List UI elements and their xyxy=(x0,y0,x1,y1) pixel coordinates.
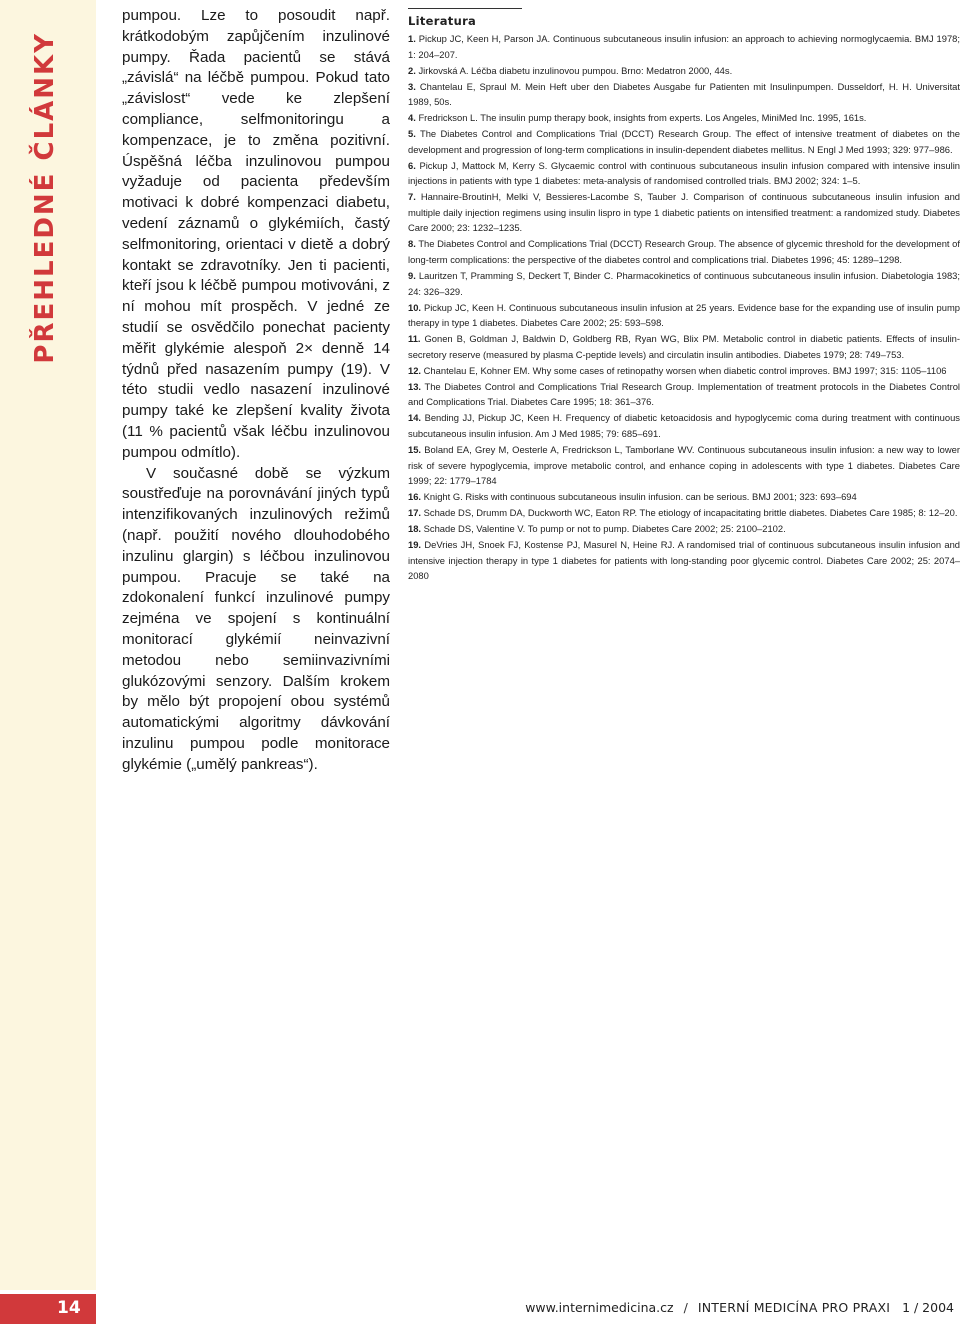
reference-number: 19. xyxy=(408,539,422,551)
reference-item xyxy=(408,442,960,489)
section-sidebar xyxy=(0,0,96,1290)
journal-name: INTERNÍ MEDICÍNA PRO PRAXI xyxy=(697,1300,891,1315)
reference-text: Schade DS, Valentine V. To pump or not to pump. Diabetes Care 2002; 25: 2100–2102. xyxy=(423,523,786,535)
reference-item xyxy=(408,158,960,189)
reference-item xyxy=(408,126,960,157)
journal-issue: 1 / 2004 xyxy=(902,1300,954,1315)
reference-item xyxy=(408,268,960,299)
reference-item xyxy=(408,236,960,267)
page-number-bar xyxy=(0,1294,96,1324)
reference-item xyxy=(408,300,960,331)
reference-item xyxy=(408,31,960,62)
reference-number: 10. xyxy=(408,301,422,313)
reference-text: Schade DS, Drumm DA, Duckworth WC, Eaton RP. The etiology of incapacitating brittle diabetes. Diabetes Care 1985; 8: 12–20. xyxy=(423,507,958,519)
article-body xyxy=(122,6,390,775)
references-list xyxy=(408,31,960,584)
reference-number: 11. xyxy=(408,333,421,345)
reference-text: Lauritzen T, Pramming S, Deckert T, Binder C. Pharmacokinetics of continuous subcutaneous insulin infusion. Diabetologia 1983; 24: 326–329. xyxy=(408,270,960,297)
reference-text: Chantelau E, Spraul M. Mein Heft uber den Diabetes Ausgabe fur Patienten mit Insulinpumpen. Dusseldorf, H. H. Universitat 1989, 50s. xyxy=(408,80,960,108)
reference-text: Bending JJ, Pickup JC, Keen H. Frequency of diabetic ketoacidosis and hypoglycemic coma during treatment with continuous subcutaneous insulin infusion. Am J Med 1985; 79: 685–691. xyxy=(408,412,960,439)
reference-number: 7. xyxy=(408,191,416,203)
reference-item xyxy=(408,189,960,236)
reference-text: The Diabetes Control and Complications Trial (DCCT) Research Group. The effect of intensive treatment of diabetes on the development and progression of long-term complications in insulin-dependent diabetes mellitus. N Engl J Med 1993; 329: 977–986. xyxy=(408,128,960,155)
reference-number: 12. xyxy=(408,364,422,376)
reference-text: Knight G. Risks with continuous subcutaneous insulin infusion. can be serious. BMJ 2001; 323: 693–694 xyxy=(423,491,857,503)
reference-item xyxy=(408,521,960,537)
reference-text: Pickup JC, Keen H, Parson JA. Continuous subcutaneous insulin infusion: an approach to achieving normoglycaemia. BMJ 1978; 1: 204–207. xyxy=(408,33,960,60)
reference-number: 17. xyxy=(408,507,422,519)
article-paragraph: V současné době se výzkum soustřeďuje na porovnávání jiných typů intenzifikovaných inzulinových režimů (např. použití nového dlouhodobého inzulinu glargin) s léčbou inzulinovou pumpou. Pracuje se také na zdokonalení funkcí inzulinové pumpy zejména ve spojení s kontinuální monitorací glykémií neinvazivní metodou nebo semiinvazivními glukózovými senzory. Dalším krokem by mělo být propojení obou systémů automatickými algoritmy dávkování inzulinu pumpou podle monitorace glykémie („umělý pankreas“). xyxy=(122,464,390,773)
reference-number: 2. xyxy=(408,64,416,76)
reference-item xyxy=(408,79,960,110)
reference-number: 1. xyxy=(408,33,416,44)
reference-number: 3. xyxy=(408,80,416,92)
reference-text: Hannaire-BroutinH, Melki V, Bessieres-Lacombe S, Tauber J. Comparison of continuous subcutaneous insulin infusion and multiple daily injection regimens using insulin lispro in type 1 diabetic patients on intensified treatment: a randomized study. Diabetes Care 2000; 23: 1232–1235. xyxy=(408,191,960,234)
footer-separator: / xyxy=(683,1300,688,1315)
references-heading: Literatura xyxy=(408,14,477,28)
reference-item xyxy=(408,63,960,79)
reference-number: 16. xyxy=(408,491,422,503)
footer xyxy=(525,1300,954,1315)
reference-number: 18. xyxy=(408,523,422,535)
reference-number: 5. xyxy=(408,128,416,140)
reference-item xyxy=(408,331,960,362)
reference-item xyxy=(408,110,960,126)
reference-item xyxy=(408,537,960,584)
reference-text: Pickup J, Mattock M, Kerry S. Glycaemic control with continuous subcutaneous insulin infusion compared with intensive insulin injections in patients with type 1 diabetes: meta-analysis of randomised controlled trials. BMJ 2002; 324: 1–5. xyxy=(408,159,960,187)
reference-number: 8. xyxy=(408,238,416,250)
references-section xyxy=(408,14,960,584)
reference-text: Chantelau E, Kohner EM. Why some cases of retinopathy worsen when diabetic control improves. BMJ 1997; 315: 1105–1106 xyxy=(423,364,947,376)
reference-number: 4. xyxy=(408,112,416,124)
reference-text: DeVries JH, Snoek FJ, Kostense PJ, Masurel N, Heine RJ. A randomised trial of continuous subcutaneous insulin infusion and intensive injection therapy in type 1 diabetes for patients with long-standing poor glycemic control. Diabetes Care 2002; 25: 2074–2080 xyxy=(408,539,960,582)
website-link[interactable]: www.internimedicina.cz xyxy=(525,1300,674,1315)
reference-number: 14. xyxy=(408,412,422,424)
references-divider xyxy=(408,8,522,9)
reference-number: 9. xyxy=(408,270,416,282)
reference-text: Jirkovská A. Léčba diabetu inzulinovou pumpou. Brno: Medatron 2000, 44s. xyxy=(418,64,733,76)
reference-text: Fredrickson L. The insulin pump therapy book, insights from experts. Los Angeles, MiniMed Inc. 1995, 161s. xyxy=(418,112,867,124)
reference-number: 6. xyxy=(408,159,416,171)
reference-item xyxy=(408,410,960,441)
article-paragraph: pumpou. Lze to posoudit např. krátkodobým zapůjčením inzulinové pumpy. Řada pacientů se stává „závislá“ na léčbě pumpou. Pokud tato „závislost“ vede ke zlepšení compliance, selfmonitoringu a kompenzace, je to změna pozitivní. Úspěšná léčba inzulinovou pumpou vyžaduje od pacienta především motivaci k dobré kompenzaci diabetu, vedení záznamů o glykémiích, častý selfmonitoring, orientaci v dietě a dobrý kontakt se zdravotníky. Jen ti pacienti, kteří jsou k léčbě pumpou motivováni, z ní mohou mít prospěch. V jedné ze studií se osvědčilo ponechat pacienty měřit glykémie alespoň 2× denně 14 týdnů před nasazením pumpy (19). V této studii vedlo nasazení inzulinové pumpy také ke zlepšení kvality života (11 % pacientů však léčbu inzulinovou pumpou odmítlo). xyxy=(122,7,390,461)
reference-text: The Diabetes Control and Complications Trial (DCCT) Research Group. The absence of glycemic threshold for the development of long-term complications: the perspective of the diabetes control and complications trial. Diabetes 1996; 45: 1289–1298. xyxy=(408,238,960,266)
page-number: 14 xyxy=(57,1298,81,1318)
reference-text: Gonen B, Goldman J, Baldwin D, Goldberg RB, Ryan WG, Blix PM. Metabolic control in diabetic patients. Effects of insulin-secretory reserve (measured by plasma C-peptide levels) and circulatin insulin antibodies. Diabetes 1979; 28: 749–753. xyxy=(408,333,960,360)
reference-number: 13. xyxy=(408,380,422,392)
reference-item xyxy=(408,505,960,521)
reference-number: 15. xyxy=(408,443,422,455)
reference-text: Pickup JC, Keen H. Continuous subcutaneous insulin infusion at 25 years. Evidence base for the expanding use of insulin pump therapy in type 1 diabetes. Diabetes Care 2002; 25: 593–598. xyxy=(408,301,960,329)
reference-item xyxy=(408,363,960,379)
reference-item xyxy=(408,489,960,505)
reference-item xyxy=(408,379,960,410)
reference-text: The Diabetes Control and Complications Trial Research Group. Implementation of treatment protocols in the Diabetes Control and Complications Trial. Diabetes Care 1995; 18: 361–376. xyxy=(408,380,960,408)
section-title: PŘEHLEDNÉ ČLÁNKY xyxy=(30,32,60,364)
reference-text: Boland EA, Grey M, Oesterle A, Fredrickson L, Tamborlane WV. Continuous subcutaneous insulin infusion: a new way to lower risk of severe hypoglycemia, improve metabolic control, and enhance coping in adolescents with type 1 diabetes. Diabetes Care 1999; 22: 1779–1784 xyxy=(408,443,960,487)
